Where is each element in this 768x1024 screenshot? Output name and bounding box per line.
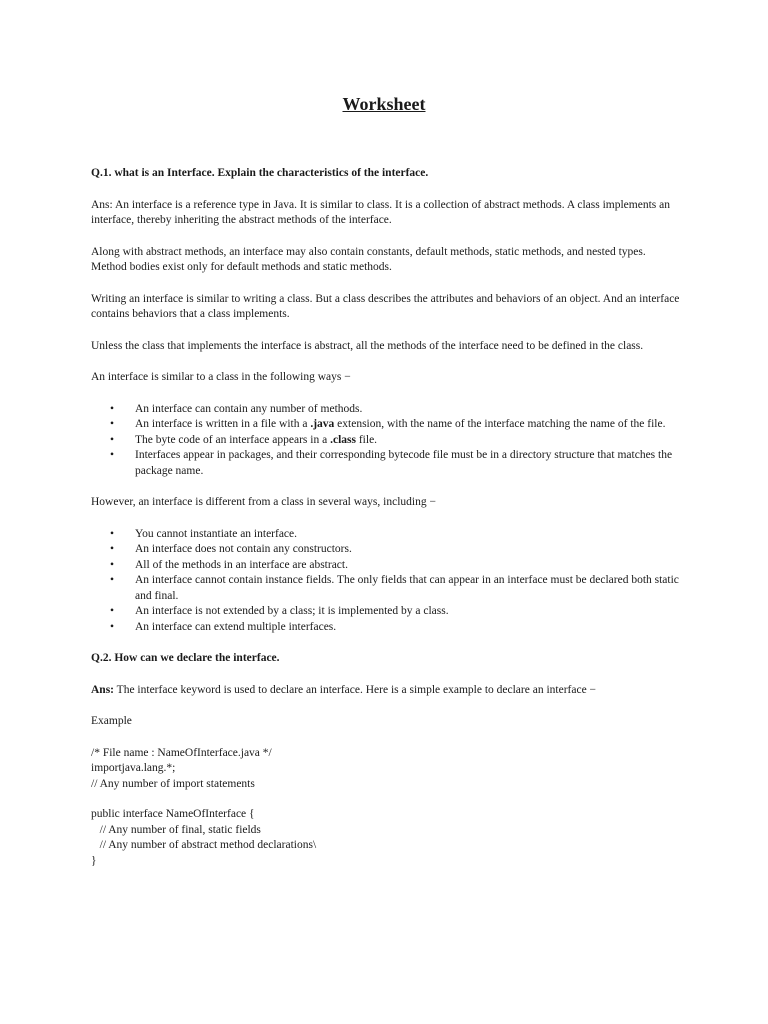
list-item: • An interface is not extended by a class; it is implemented by a class. bbox=[135, 604, 681, 620]
answer-1-paragraph-1: Ans: An interface is a reference type in Java. It is similar to class. It is a collection of abstract methods. A class implements an interface, thereby inheriting the abstract methods of the interface. bbox=[91, 198, 670, 226]
example-label: Example bbox=[91, 715, 132, 727]
list-item: • An interface can extend multiple interfaces. bbox=[135, 620, 681, 636]
answer-2 bbox=[91, 683, 681, 699]
code-line: // Any number of import statements bbox=[91, 777, 255, 790]
list-item-text: The byte code of an interface appears in a bbox=[135, 433, 331, 446]
list-item-text: An interface can contain any number of methods. bbox=[135, 402, 363, 415]
page-title: Worksheet bbox=[342, 94, 426, 114]
question-2: Q.2. How can we declare the interface. bbox=[91, 652, 280, 664]
list-item-text: Interfaces appear in packages, and their corresponding bytecode file must be in a directory structure that matches the package name. bbox=[135, 449, 673, 477]
question-1: Q.1. what is an Interface. Explain the characteristics of the interface. bbox=[91, 167, 429, 179]
list-item: • An interface cannot contain instance fields. The only fields that can appear in an interface must be declared both static and final. bbox=[135, 573, 681, 604]
code-block-interface bbox=[91, 807, 681, 869]
code-line: /* File name : NameOfInterface.java */ bbox=[91, 746, 272, 759]
code-line: importjava.lang.*; bbox=[91, 762, 176, 774]
list-item bbox=[135, 417, 681, 433]
list-item-text: extension, with the name of the interface matching the name of the file. bbox=[334, 418, 666, 430]
code-line: // Any number of final, static fields bbox=[91, 823, 261, 836]
list-item: • An interface does not contain any constructors. bbox=[135, 542, 681, 558]
list-item-text: An interface is written in a file with a bbox=[135, 418, 311, 430]
list-item-text: file. bbox=[355, 433, 378, 446]
answer-1-paragraph-2: Along with abstract methods, an interface may also contain constants, default methods, static methods, and nested types. Method bodies exist only for default methods and static methods. bbox=[91, 245, 646, 273]
answer-2-text: The interface keyword is used to declare an interface. Here is a simple example to declare an interface − bbox=[114, 683, 597, 696]
answer-1-paragraph-3: Writing an interface is similar to writing a class. But a class describes the attributes and behaviors of an object. And an interface contains behaviors that a class implements. bbox=[91, 292, 680, 320]
code-line: public interface NameOfInterface { bbox=[91, 808, 255, 820]
similar-list bbox=[91, 402, 681, 480]
document-body bbox=[91, 166, 681, 884]
similar-intro: An interface is similar to a class in the following ways − bbox=[91, 371, 351, 383]
class-extension: .class bbox=[330, 433, 356, 446]
list-item: • All of the methods in an interface are abstract. bbox=[135, 558, 681, 574]
list-item bbox=[135, 402, 681, 418]
code-line: // Any number of abstract method declarations\ bbox=[91, 839, 317, 851]
answer-1-paragraph-4: Unless the class that implements the interface is abstract, all the methods of the interface need to be defined in the class. bbox=[91, 339, 644, 352]
answer-label: Ans: bbox=[91, 683, 115, 696]
list-item: • You cannot instantiate an interface. bbox=[135, 527, 681, 543]
list-item bbox=[135, 448, 681, 479]
different-intro: However, an interface is different from a class in several ways, including − bbox=[91, 496, 436, 508]
java-extension: .java bbox=[310, 418, 335, 430]
different-list bbox=[91, 527, 681, 636]
code-line: } bbox=[91, 854, 97, 867]
code-block-header bbox=[91, 746, 681, 793]
list-item bbox=[135, 433, 681, 449]
